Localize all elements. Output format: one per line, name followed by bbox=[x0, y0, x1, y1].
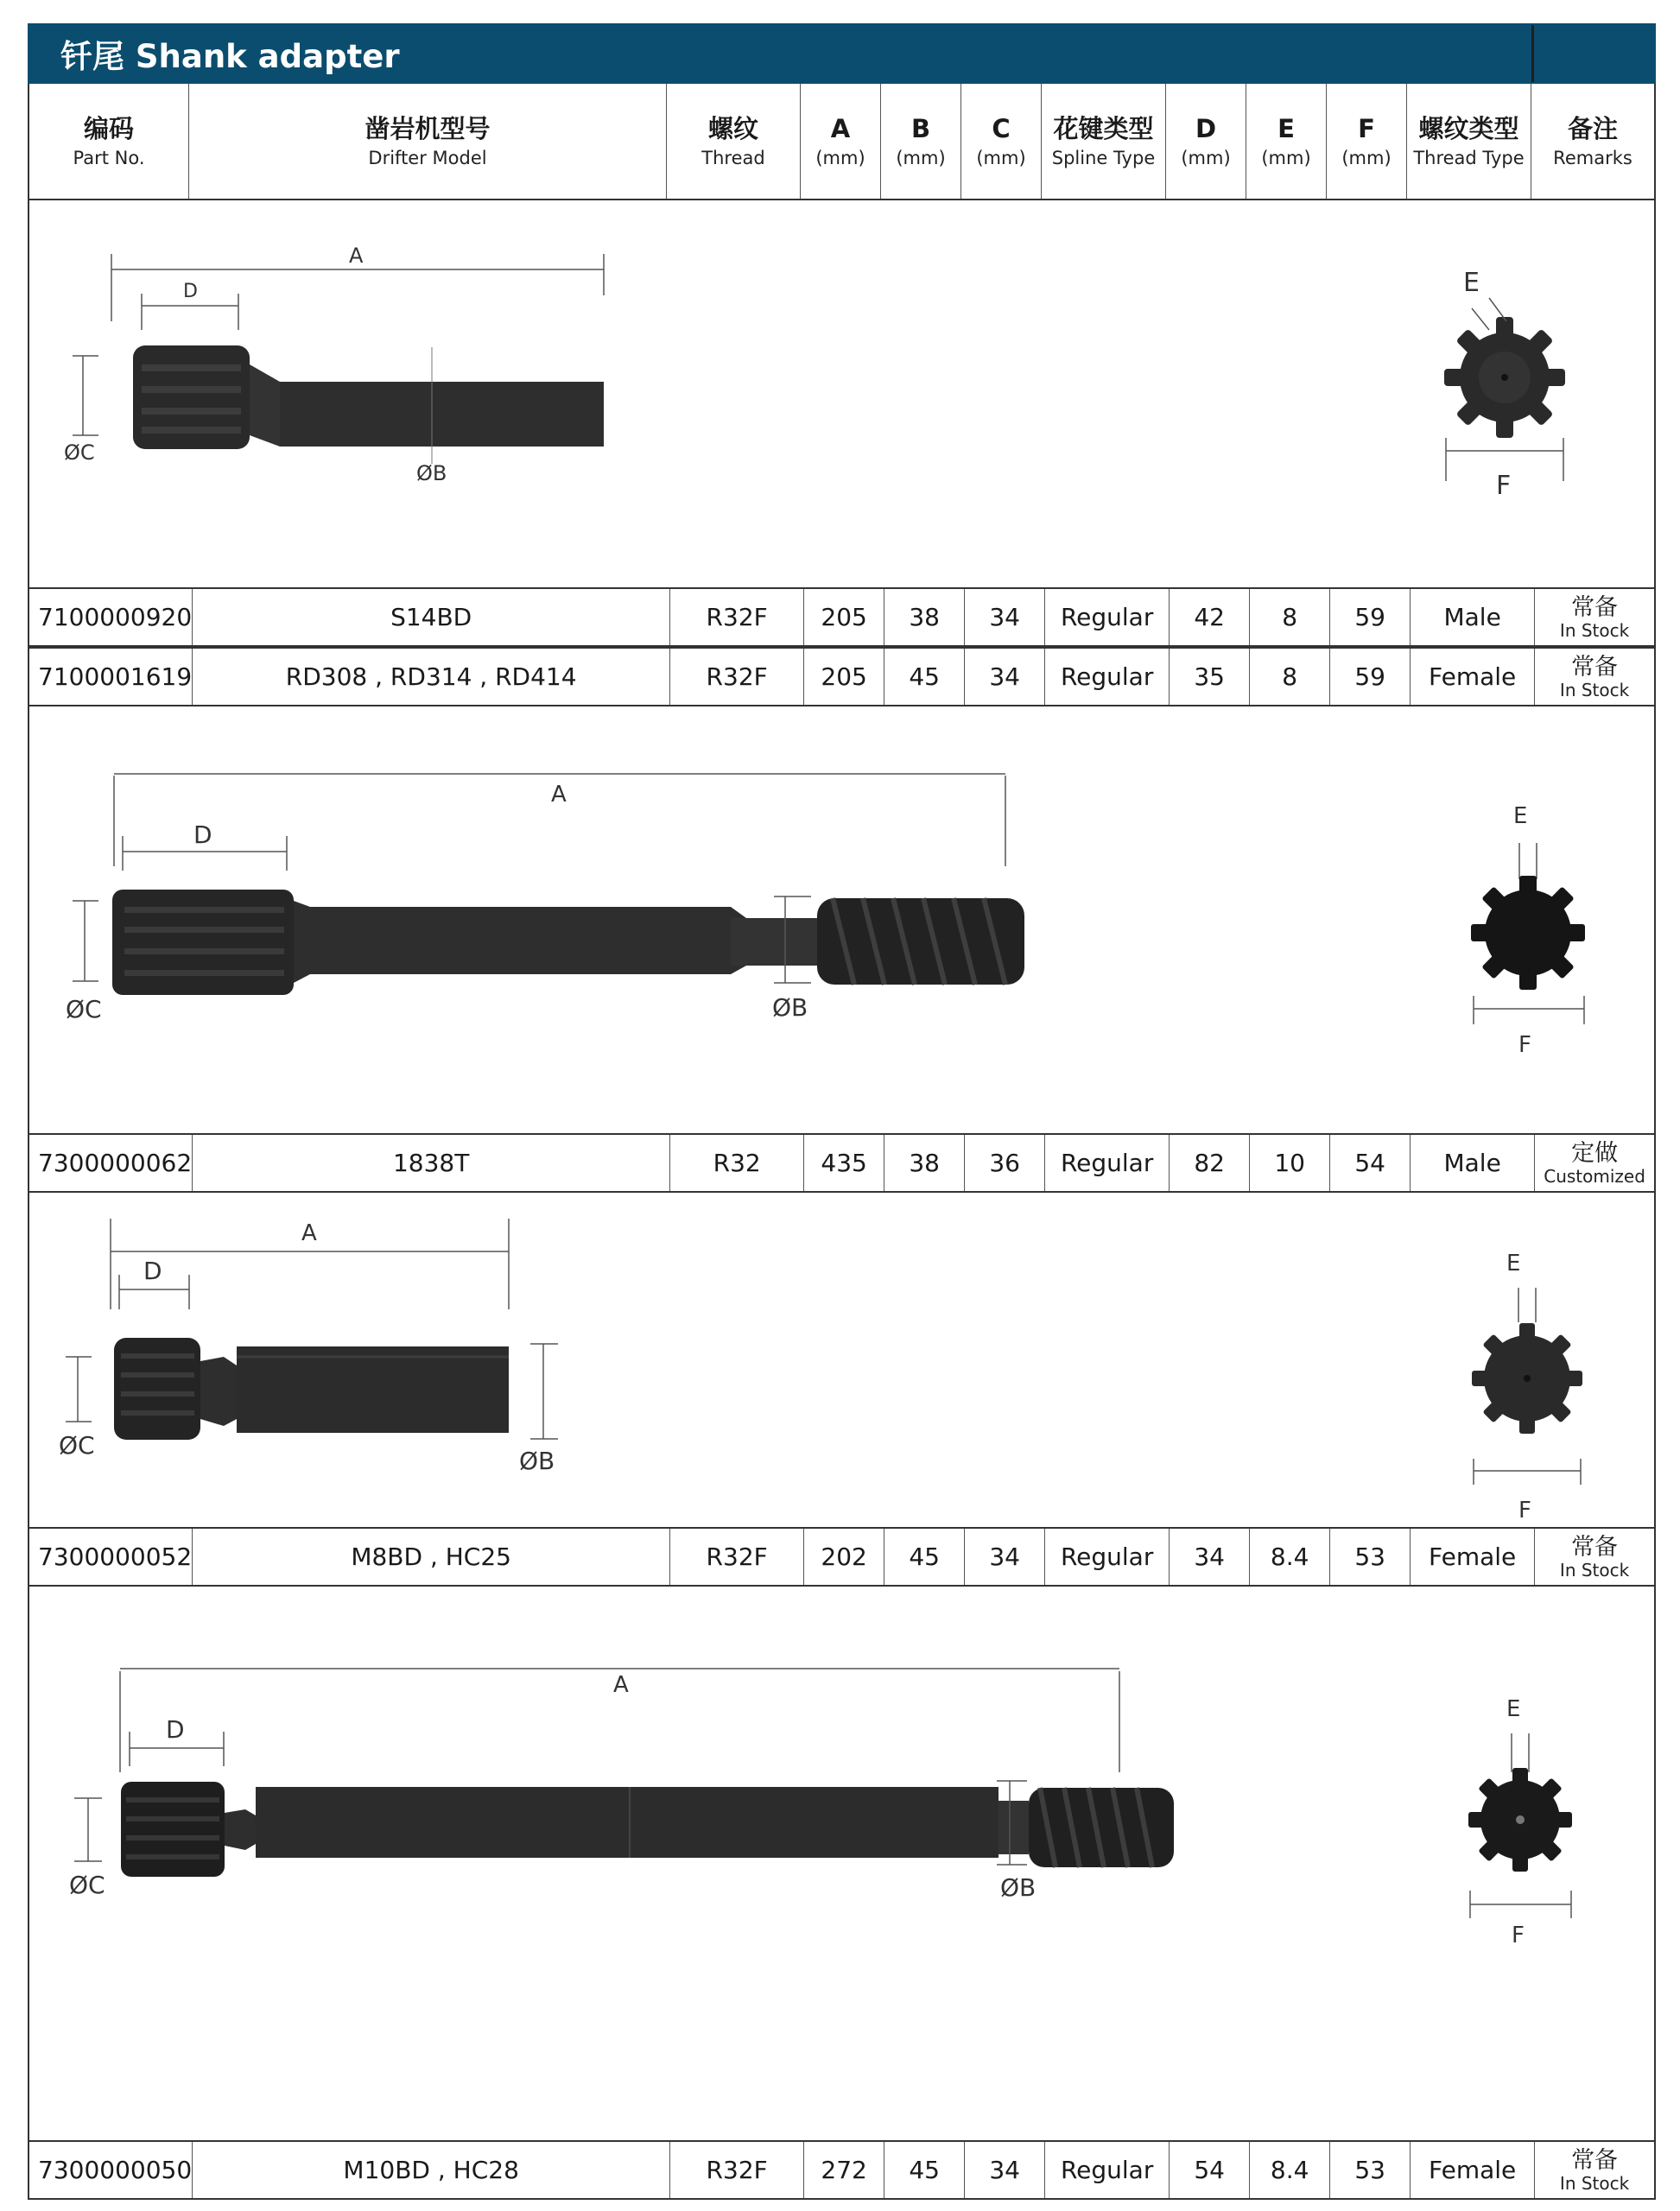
cell-a: 205 bbox=[804, 589, 884, 645]
diagram-panel-2 bbox=[28, 706, 1656, 1133]
header-c: C (mm) bbox=[961, 84, 1042, 199]
cell-drifter-model: M8BD , HC25 bbox=[193, 1529, 670, 1585]
table-header bbox=[28, 84, 1656, 200]
dim-d-label: D bbox=[143, 1257, 162, 1285]
cell-spline-type: Regular bbox=[1045, 1529, 1170, 1585]
cell-f: 53 bbox=[1330, 2142, 1411, 2198]
shank-body bbox=[237, 1346, 509, 1433]
cell-d: 34 bbox=[1170, 1529, 1250, 1585]
dim-a-label: A bbox=[301, 1220, 317, 1246]
title-corner bbox=[1534, 25, 1654, 82]
cell-spline-type: Regular bbox=[1045, 649, 1170, 705]
cell-c: 34 bbox=[965, 1529, 1045, 1585]
dim-a-label: A bbox=[551, 782, 567, 808]
header-b: B (mm) bbox=[881, 84, 961, 199]
header-drifter-model: 凿岩机型号 Drifter Model bbox=[189, 84, 667, 199]
table-row-2 bbox=[28, 647, 1656, 706]
dim-f-label: F bbox=[1518, 1032, 1531, 1058]
dim-c-label: ØC bbox=[69, 1871, 105, 1899]
shank-body bbox=[294, 901, 746, 983]
header-d: D (mm) bbox=[1166, 84, 1246, 199]
cell-b: 45 bbox=[884, 649, 965, 705]
dim-b-label: ØB bbox=[1000, 1873, 1037, 1902]
dim-e-label: E bbox=[1506, 1696, 1521, 1722]
dim-d-label: D bbox=[166, 1715, 185, 1744]
dim-f-label: F bbox=[1518, 1498, 1531, 1524]
dim-e-label: E bbox=[1506, 1251, 1521, 1277]
header-thread-type: 螺纹类型 Thread Type bbox=[1407, 84, 1531, 199]
cell-spline-type: Regular bbox=[1045, 2142, 1170, 2198]
spline-head bbox=[114, 1338, 200, 1440]
cell-f: 59 bbox=[1330, 649, 1411, 705]
dim-f-label: F bbox=[1496, 471, 1512, 501]
dim-c-label: ØC bbox=[59, 1431, 95, 1460]
table-row-1 bbox=[28, 587, 1656, 647]
cell-part-no: 7100001619 bbox=[29, 649, 193, 705]
cell-d: 54 bbox=[1170, 2142, 1250, 2198]
diagram-panel-1 bbox=[28, 200, 1656, 587]
cell-drifter-model: RD308 , RD314 , RD414 bbox=[193, 649, 670, 705]
cell-a: 202 bbox=[804, 1529, 884, 1585]
spline-head bbox=[121, 1782, 225, 1877]
dim-d-label: D bbox=[193, 820, 212, 849]
cell-a: 272 bbox=[804, 2142, 884, 2198]
cell-thread-type: Male bbox=[1411, 1135, 1535, 1191]
spline-head bbox=[112, 890, 294, 995]
dim-d-label: D bbox=[183, 281, 198, 302]
cell-b: 38 bbox=[884, 1135, 965, 1191]
header-f: F (mm) bbox=[1327, 84, 1407, 199]
cell-thread: R32F bbox=[670, 2142, 804, 2198]
cell-drifter-model: S14BD bbox=[193, 589, 670, 645]
cell-thread-type: Female bbox=[1411, 1529, 1535, 1585]
cell-c: 34 bbox=[965, 2142, 1045, 2198]
shank-diagram-4 bbox=[29, 1587, 1654, 2140]
cell-b: 45 bbox=[884, 2142, 965, 2198]
cell-part-no: 7300000050 bbox=[29, 2142, 193, 2198]
cell-e: 10 bbox=[1250, 1135, 1330, 1191]
page-title: 钎尾 Shank adapter bbox=[29, 25, 1534, 82]
dim-b-label: ØB bbox=[416, 461, 447, 485]
table-row-5 bbox=[28, 2140, 1656, 2200]
spline-end-view-4 bbox=[1468, 1768, 1572, 1872]
header-e: E (mm) bbox=[1246, 84, 1327, 199]
cell-d: 42 bbox=[1170, 589, 1250, 645]
cell-e: 8.4 bbox=[1250, 2142, 1330, 2198]
table-row-4 bbox=[28, 1527, 1656, 1587]
cell-thread-type: Female bbox=[1411, 649, 1535, 705]
shank-diagram-1 bbox=[29, 200, 1654, 587]
dim-c-label: ØC bbox=[64, 440, 95, 465]
header-spline-type: 花键类型 Spline Type bbox=[1042, 84, 1166, 199]
header-remarks: 备注 Remarks bbox=[1553, 113, 1632, 168]
dim-e-label: E bbox=[1513, 803, 1528, 829]
cell-remarks: 常备 In Stock bbox=[1559, 593, 1630, 641]
cell-d: 35 bbox=[1170, 649, 1250, 705]
header-thread: 螺纹 Thread bbox=[667, 84, 801, 199]
cell-b: 45 bbox=[884, 1529, 965, 1585]
dim-b-label: ØB bbox=[519, 1447, 555, 1475]
spline-end-view-2 bbox=[1471, 876, 1585, 990]
cell-b: 38 bbox=[884, 589, 965, 645]
table-row-3 bbox=[28, 1133, 1656, 1193]
cell-part-no: 7100000920 bbox=[29, 589, 193, 645]
header-part-no: 编码 Part No. bbox=[29, 84, 189, 199]
header-a: A (mm) bbox=[801, 84, 881, 199]
cell-spline-type: Regular bbox=[1045, 1135, 1170, 1191]
diagram-panel-3 bbox=[28, 1193, 1656, 1527]
cell-d: 82 bbox=[1170, 1135, 1250, 1191]
cell-drifter-model: 1838T bbox=[193, 1135, 670, 1191]
dim-c-label: ØC bbox=[66, 995, 102, 1023]
cell-remarks: 常备 In Stock bbox=[1559, 2146, 1630, 2194]
spline-end-view-3 bbox=[1472, 1323, 1582, 1434]
cell-c: 36 bbox=[965, 1135, 1045, 1191]
spline-end-view-1 bbox=[1444, 317, 1565, 438]
shank-body bbox=[256, 1787, 998, 1858]
cell-c: 34 bbox=[965, 649, 1045, 705]
cell-e: 8 bbox=[1250, 649, 1330, 705]
cell-thread: R32 bbox=[670, 1135, 804, 1191]
diagram-panel-4 bbox=[28, 1587, 1656, 2140]
cell-e: 8.4 bbox=[1250, 1529, 1330, 1585]
cell-remarks: 常备 In Stock bbox=[1559, 1533, 1630, 1581]
shank-body bbox=[280, 382, 604, 447]
cell-a: 435 bbox=[804, 1135, 884, 1191]
cell-remarks: 定做 Customized bbox=[1544, 1139, 1645, 1187]
shank-diagram-3 bbox=[29, 1193, 1654, 1527]
cell-remarks: 常备 In Stock bbox=[1559, 653, 1630, 700]
cell-part-no: 7300000052 bbox=[29, 1529, 193, 1585]
cell-f: 54 bbox=[1330, 1135, 1411, 1191]
cell-thread-type: Female bbox=[1411, 2142, 1535, 2198]
cell-f: 59 bbox=[1330, 589, 1411, 645]
cell-f: 53 bbox=[1330, 1529, 1411, 1585]
dim-e-label: E bbox=[1463, 268, 1480, 298]
cell-thread: R32F bbox=[670, 649, 804, 705]
cell-drifter-model: M10BD , HC28 bbox=[193, 2142, 670, 2198]
cell-thread: R32F bbox=[670, 589, 804, 645]
dim-f-label: F bbox=[1512, 1923, 1525, 1948]
cell-thread-type: Male bbox=[1411, 589, 1535, 645]
cell-thread: R32F bbox=[670, 1529, 804, 1585]
cell-e: 8 bbox=[1250, 589, 1330, 645]
shank-diagram-2 bbox=[29, 706, 1654, 1133]
cell-part-no: 7300000062 bbox=[29, 1135, 193, 1191]
cell-a: 205 bbox=[804, 649, 884, 705]
title-bar bbox=[28, 23, 1656, 84]
dim-b-label: ØB bbox=[772, 993, 808, 1022]
dim-a-label: A bbox=[349, 244, 364, 268]
cell-spline-type: Regular bbox=[1045, 589, 1170, 645]
dim-a-label: A bbox=[613, 1672, 629, 1698]
cell-c: 34 bbox=[965, 589, 1045, 645]
